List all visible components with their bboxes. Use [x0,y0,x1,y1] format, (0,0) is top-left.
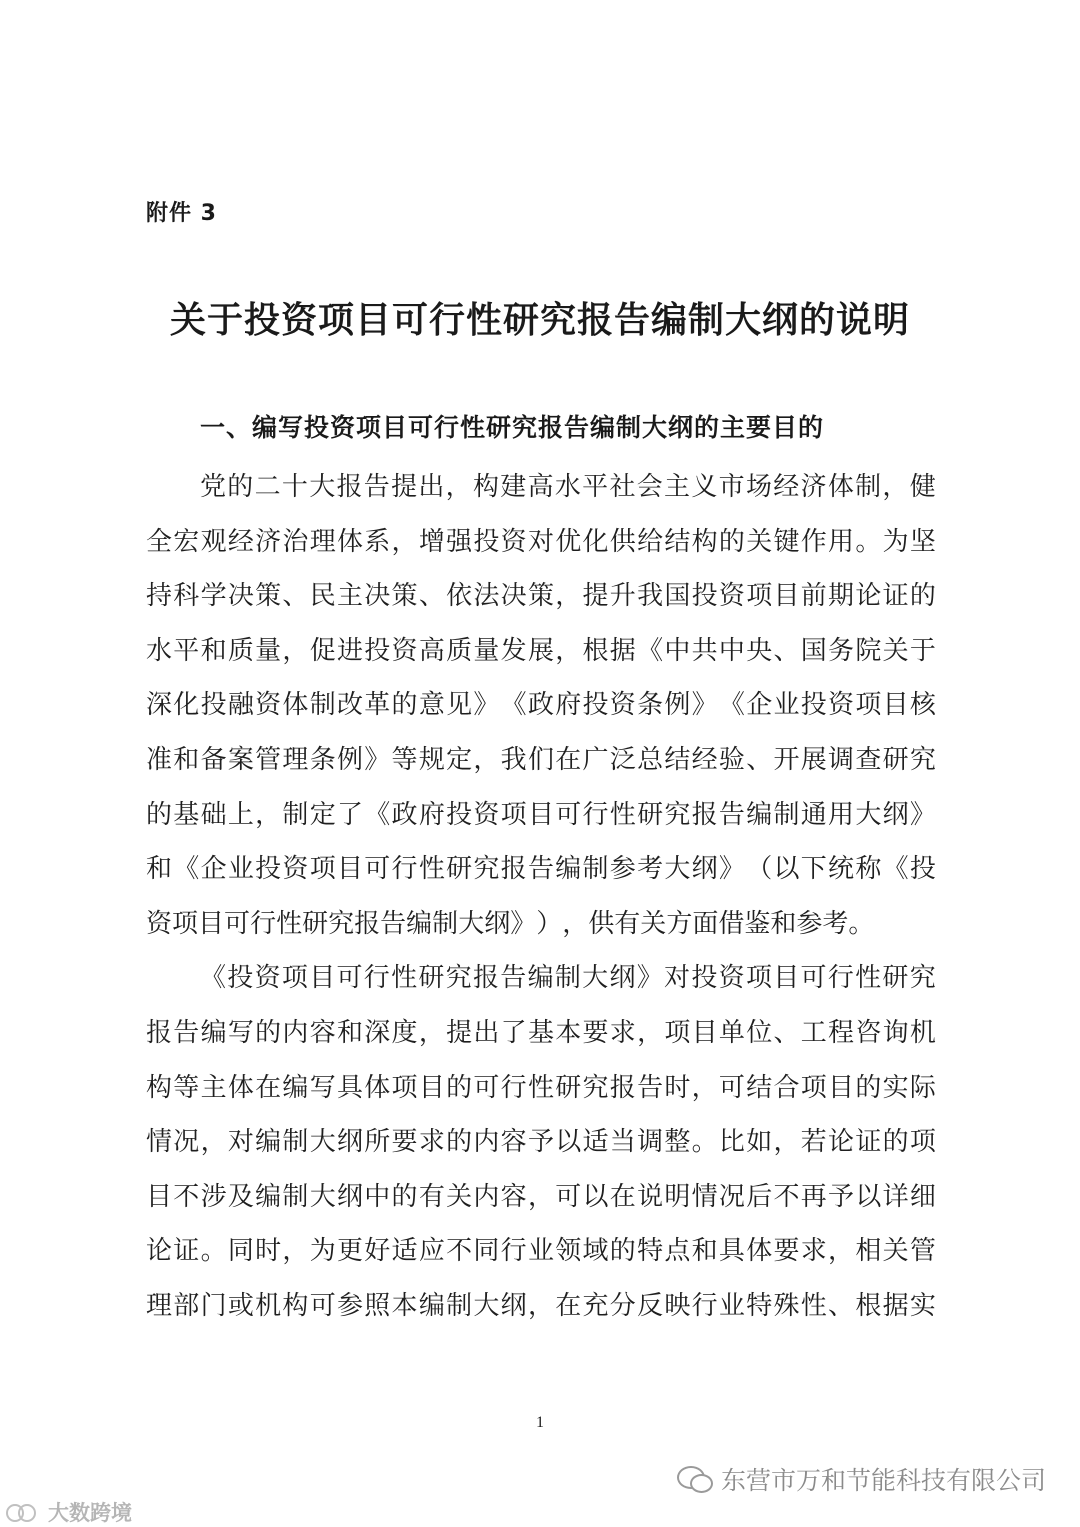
brand-watermark-text: 大数跨境 [48,1501,132,1525]
text-line: 《 投 资 项 目 可 行 性 研 究 报 告 编 制 大 纲 》 对 投 资 项 目 可 行 性 研 究 [200,963,936,994]
body-text [146,460,936,1334]
text-line: 报 告 编 写 的 内 容 和 深 度 ， 提 出 了 基 本 要 求 ， 项 目 单 位 、 工 程 咨 询 机 [146,1017,936,1048]
text-line: 全 宏 观 经 济 治 理 体 系 ， 增 强 投 资 对 优 化 供 给 结 构 的 关 键 作 用 。 为 坚 [146,526,936,557]
text-line: 论 证 。 同 时 ， 为 更 好 适 应 不 同 行 业 领 域 的 特 点 和 具 体 要 求 ， 相 关 管 [146,1236,936,1267]
text-line: 和 《 企 业 投 资 项 目 可 行 性 研 究 报 告 编 制 参 考 大 纲 》 （ 以 下 统 称 《 投 [146,854,936,885]
brand-watermark [6,1497,132,1527]
text-line: 水 平 和 质 量 ， 促 进 投 资 高 质 量 发 展 ， 根 据 《 中 共 中 央 、 国 务 院 关 于 [146,635,936,666]
text-line: 深 化 投 融 资 体 制 改 革 的 意 见 》 《 政 府 投 资 条 例 》 《 企 业 投 资 项 目 核 [146,690,936,721]
text-line: 党 的 二 十 大 报 告 提 出 ， 构 建 高 水 平 社 会 主 义 市 场 经 济 体 制 ， 健 [200,472,936,502]
text-line: 目 不 涉 及 编 制 大 纲 中 的 有 关 内 容 ， 可 以 在 说 明 情 况 后 不 再 予 以 详 细 [146,1181,936,1212]
page-number: 1 [536,1414,544,1431]
text-line: 构 等 主 体 在 编 写 具 体 项 目 的 可 行 性 研 究 报 告 时 ， 可 结 合 项 目 的 实 际 [146,1072,936,1103]
wechat-icon [677,1466,711,1492]
attachment-label: 附件 3 [146,201,217,226]
text-line: 情 况 ， 对 编 制 大 纲 所 要 求 的 内 容 予 以 适 当 调 整 。 比 如 ， 若 论 证 的 项 [146,1127,936,1158]
text-line: 资 项 目 可 行 性 研 究 报 告 编 制 大 纲 》 ） ， 供 有 关 方 面 借 鉴 和 参 考 。 [146,908,875,939]
text-line: 持 科 学 决 策 、 民 主 决 策 、 依 法 决 策 ， 提 升 我 国 投 资 项 目 前 期 论 证 的 [146,581,936,612]
brand-logo-icon [6,1503,44,1521]
text-line: 的 基 础 上 ， 制 定 了 《 政 府 投 资 项 目 可 行 性 研 究 报 告 编 制 通 用 大 纲 》 [146,799,936,830]
document-title: 关于投资项目可行性研究报告编制大纲的说明 [169,299,910,341]
section-heading: 一、编写投资项目可行性研究报告编制大纲的主要目的 [200,413,825,442]
text-line: 理 部 门 或 机 构 可 参 照 本 编 制 大 纲 ， 在 充 分 反 映 行 业 特 殊 性 、 根 据 实 [146,1290,936,1321]
company-watermark [677,1461,1046,1497]
text-line: 准 和 备 案 管 理 条 例 》 等 规 定 ， 我 们 在 广 泛 总 结 经 验 、 开 展 调 查 研 究 [146,744,936,775]
company-watermark-text: 东营市万和节能科技有限公司 [720,1466,1046,1495]
